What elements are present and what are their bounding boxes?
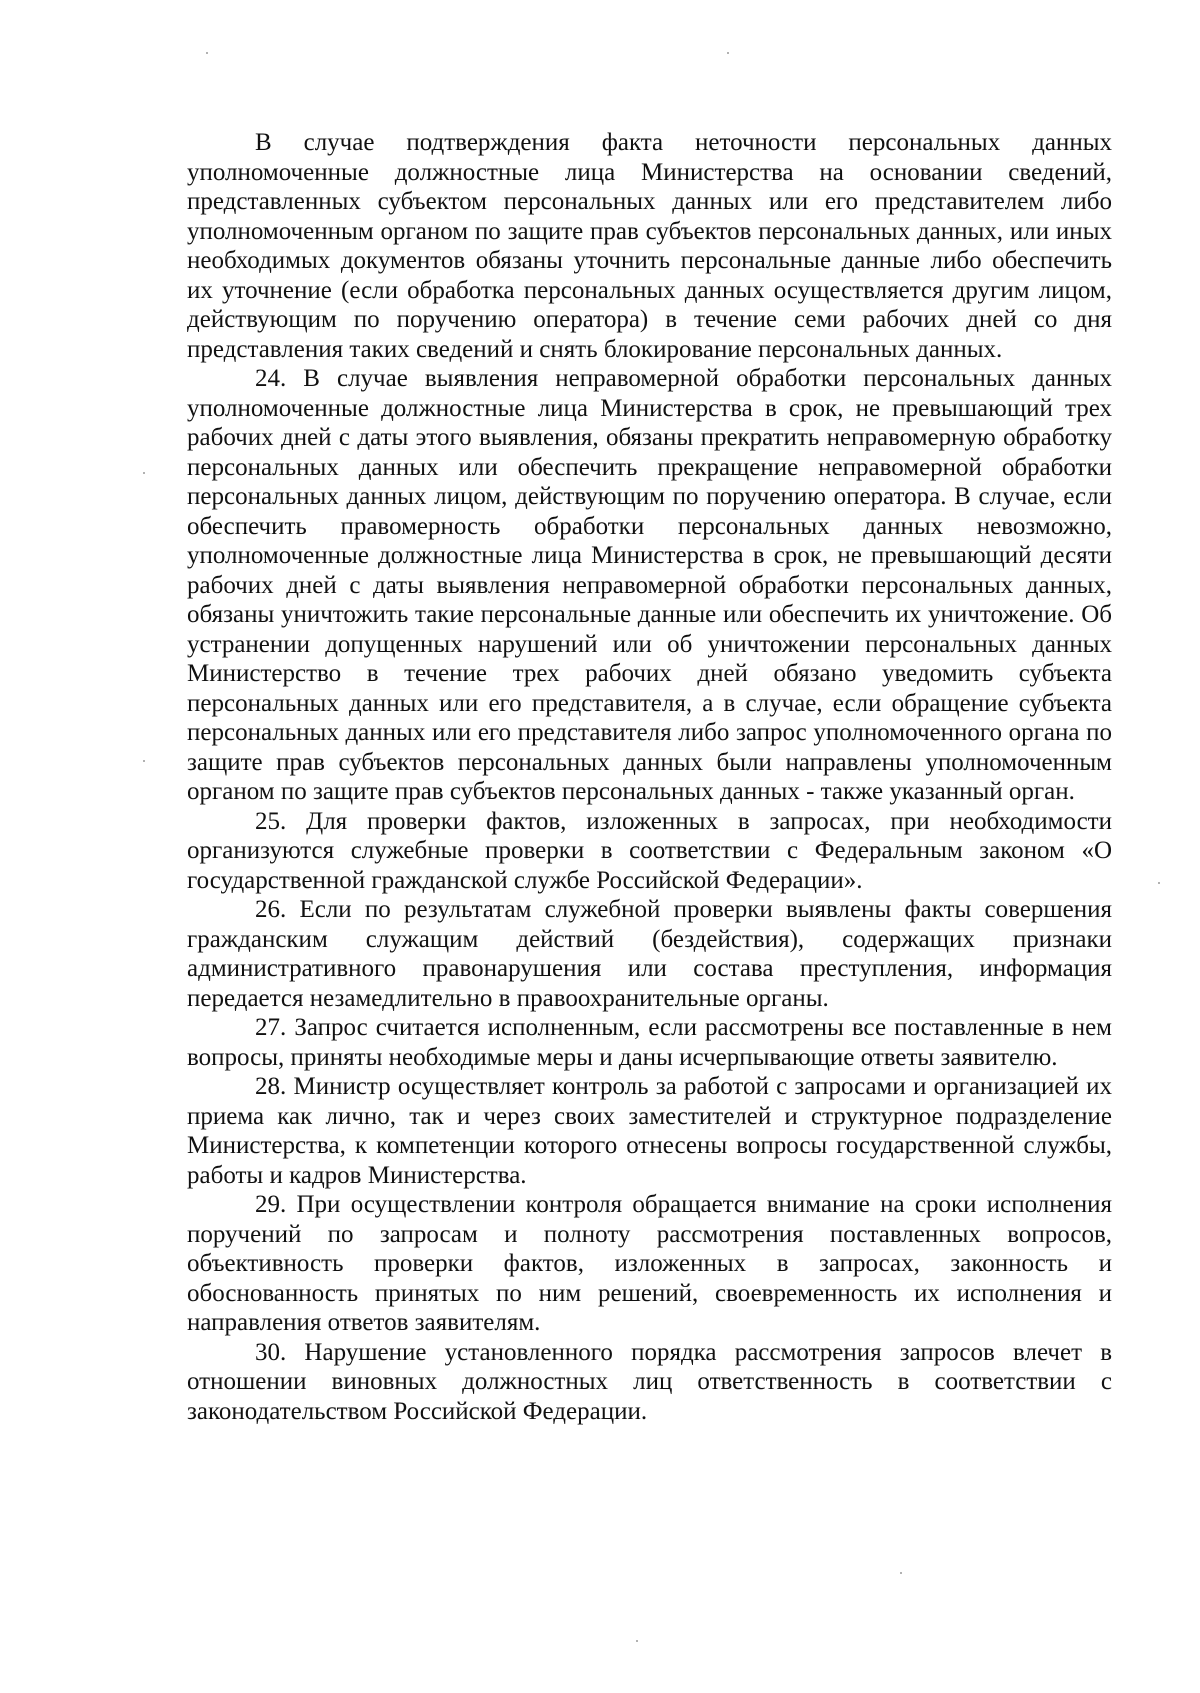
scan-speck	[206, 52, 208, 54]
paragraph-23-continuation: В случае подтверждения факта неточности персональных данных уполномоченные должностные лица Министерства на основании сведений, представленных субъектом персональных данных или его представителем либо уполномоченным органом по защите прав субъектов персональных данных, или иных необходимых документов обязаны уточнить персональные данные либо обеспечить их уточнение (если обработка персональных данных осуществляется другим лицом, действующим по поручению оператора) в течение семи рабочих дней со дня представления таких сведений и снять блокирование персональных данных.	[187, 129, 1112, 363]
scan-speck	[1158, 882, 1160, 884]
scan-speck	[900, 1572, 902, 1574]
paragraph-24: 24. В случае выявления неправомерной обработки персональных данных уполномоченные должностные лица Министерства в срок, не превышающий трех рабочих дней с даты этого выявления, обязаны прекратить неправомерную обработку персональных данных или обеспечить прекращение неправомерной обработки персональных данных лицом, действующим по поручению оператора. В случае, если обеспечить правомерность обработки персональных данных невозможно, уполномоченные должностные лица Министерства в срок, не превышающий десяти рабочих дней с даты выявления неправомерной обработки персональных данных, обязаны уничтожить такие персональные данные или обеспечить их уничтожение. Об устранении допущенных нарушений или об уничтожении персональных данных Министерство в течение трех рабочих дней обязано уведомить субъекта персональных данных или его представителя, а в случае, если обращение субъекта персональных данных или его представителя либо запрос уполномоченного органа по защите прав субъектов персональных данных были направлены уполномоченным органом по защите прав субъектов персональных данных - также указанный орган.	[187, 365, 1112, 805]
paragraph-25: 25. Для проверки фактов, изложенных в запросах, при необходимости организуются служебные проверки в соответствии с Федеральным законом «О государственной гражданской службе Российской Федерации».	[187, 807, 1112, 894]
scan-speck	[636, 1640, 638, 1642]
scan-speck	[143, 472, 145, 474]
paragraph-28: 28. Министр осуществляет контроль за работой с запросами и организацией их приема как лично, так и через своих заместителей и структурное подразделение Министерства, к компетенции которого отнесены вопросы государственной службы, работы и кадров Министерства.	[187, 1073, 1112, 1189]
paragraph-26: 26. Если по результатам служебной проверки выявлены факты совершения гражданским служащим действий (бездействия), содержащих признаки административного правонарушения или состава преступления, информация передается незамедлительно в правоохранительные органы.	[187, 896, 1112, 1012]
scan-speck	[727, 52, 729, 54]
paragraph-29: 29. При осуществлении контроля обращается внимание на сроки исполнения поручений по запросам и полноту рассмотрения поставленных вопросов, объективность проверки фактов, изложенных в запросах, законность и обоснованность принятых по ним решений, своевременность их исполнения и направления ответов заявителям.	[187, 1191, 1112, 1336]
paragraph-27: 27. Запрос считается исполненным, если рассмотрены все поставленные в нем вопросы, приняты необходимые меры и даны исчерпывающие ответы заявителю.	[187, 1014, 1112, 1071]
document-body	[187, 128, 1112, 1426]
scan-speck	[143, 760, 145, 762]
paragraph-30: 30. Нарушение установленного порядка рассмотрения запросов влечет в отношении виновных должностных лиц ответственность в соответствии с законодательством Российской Федерации.	[187, 1338, 1112, 1425]
